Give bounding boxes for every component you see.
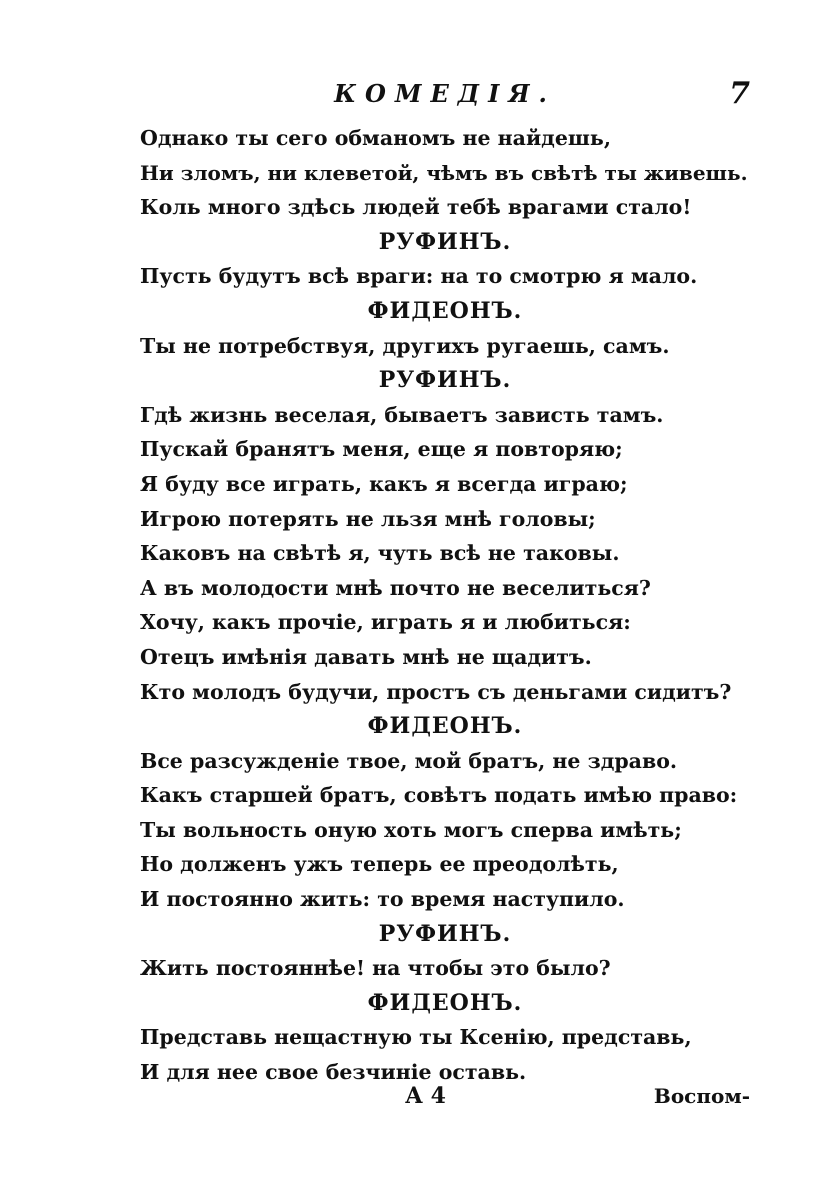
verse-line: Игрою потерять не льзя мнѣ головы; xyxy=(140,506,596,531)
verse-line: Я буду все играть, какъ я всегда играю; xyxy=(140,471,628,496)
speaker-name: ФИДЕОНЪ. xyxy=(367,713,523,740)
verse-line: Хочу, какъ прочіе, играть я и любиться: xyxy=(140,610,631,635)
verse-line: Все разсужденіе твое, мой братъ, не здраво. xyxy=(140,748,678,773)
verse-line: Какъ старшей братъ, совѣтъ подать имѣю право: xyxy=(140,783,738,808)
signature-mark: А 4 xyxy=(405,1083,446,1109)
speaker-name: РУФИНЪ. xyxy=(378,228,512,255)
verse-line: Жить постояннѣе! на чтобы это было? xyxy=(140,956,611,981)
speaker-name: РУФИНЪ. xyxy=(378,920,512,947)
verse-line: А въ молодости мнѣ почто не веселиться? xyxy=(140,575,651,600)
page-number: 7 xyxy=(729,76,750,111)
page-header xyxy=(140,76,750,112)
verse-line: Пусть будутъ всѣ враги: на то смотрю я мало. xyxy=(140,264,698,289)
running-title: КОМЕДІЯ. xyxy=(334,79,556,108)
verse-line: Отецъ имѣнія давать мнѣ не щадитъ. xyxy=(140,644,592,669)
verse-line: Ты не потребствуя, другихъ ругаешь, самъ. xyxy=(140,333,670,358)
speaker-name: РУФИНЪ. xyxy=(378,367,512,394)
verse-line: Но долженъ ужъ теперь ее преодолѣть, xyxy=(140,852,619,877)
verse-line: Пускай бранятъ меня, еще я повторяю; xyxy=(140,437,623,462)
verse-line: Коль много здѣсь людей тебѣ врагами стало! xyxy=(140,195,692,220)
catchword: Воспом- xyxy=(653,1084,750,1108)
verse-line: Гдѣ жизнь веселая, бываетъ зависть тамъ. xyxy=(140,402,664,427)
speaker-name: ФИДЕОНЪ. xyxy=(367,989,523,1016)
speaker-name: ФИДЕОНЪ. xyxy=(367,297,523,324)
verse-line: Ни зломъ, ни клеветой, чѣмъ въ свѣтѣ ты живешь. xyxy=(140,160,748,185)
page-footer xyxy=(140,1078,750,1114)
verse-line: Каковъ на свѣтѣ я, чуть всѣ не таковы. xyxy=(140,541,620,566)
verse-line: Однако ты сего обманомъ не найдешь, xyxy=(140,126,611,150)
verse-line: И постоянно жить: то время наступило. xyxy=(140,887,625,912)
verse-line: И для нее свое безчиніе оставь. xyxy=(140,1060,527,1085)
verse-line: Кто молодъ будучи, простъ съ деньгами сидитъ? xyxy=(140,679,732,704)
verse-line: Представь нещастную ты Ксенію, представь, xyxy=(140,1025,692,1050)
verse-line: Ты вольность оную хоть могъ сперва имѣть; xyxy=(140,817,682,842)
play-text xyxy=(140,121,750,1090)
